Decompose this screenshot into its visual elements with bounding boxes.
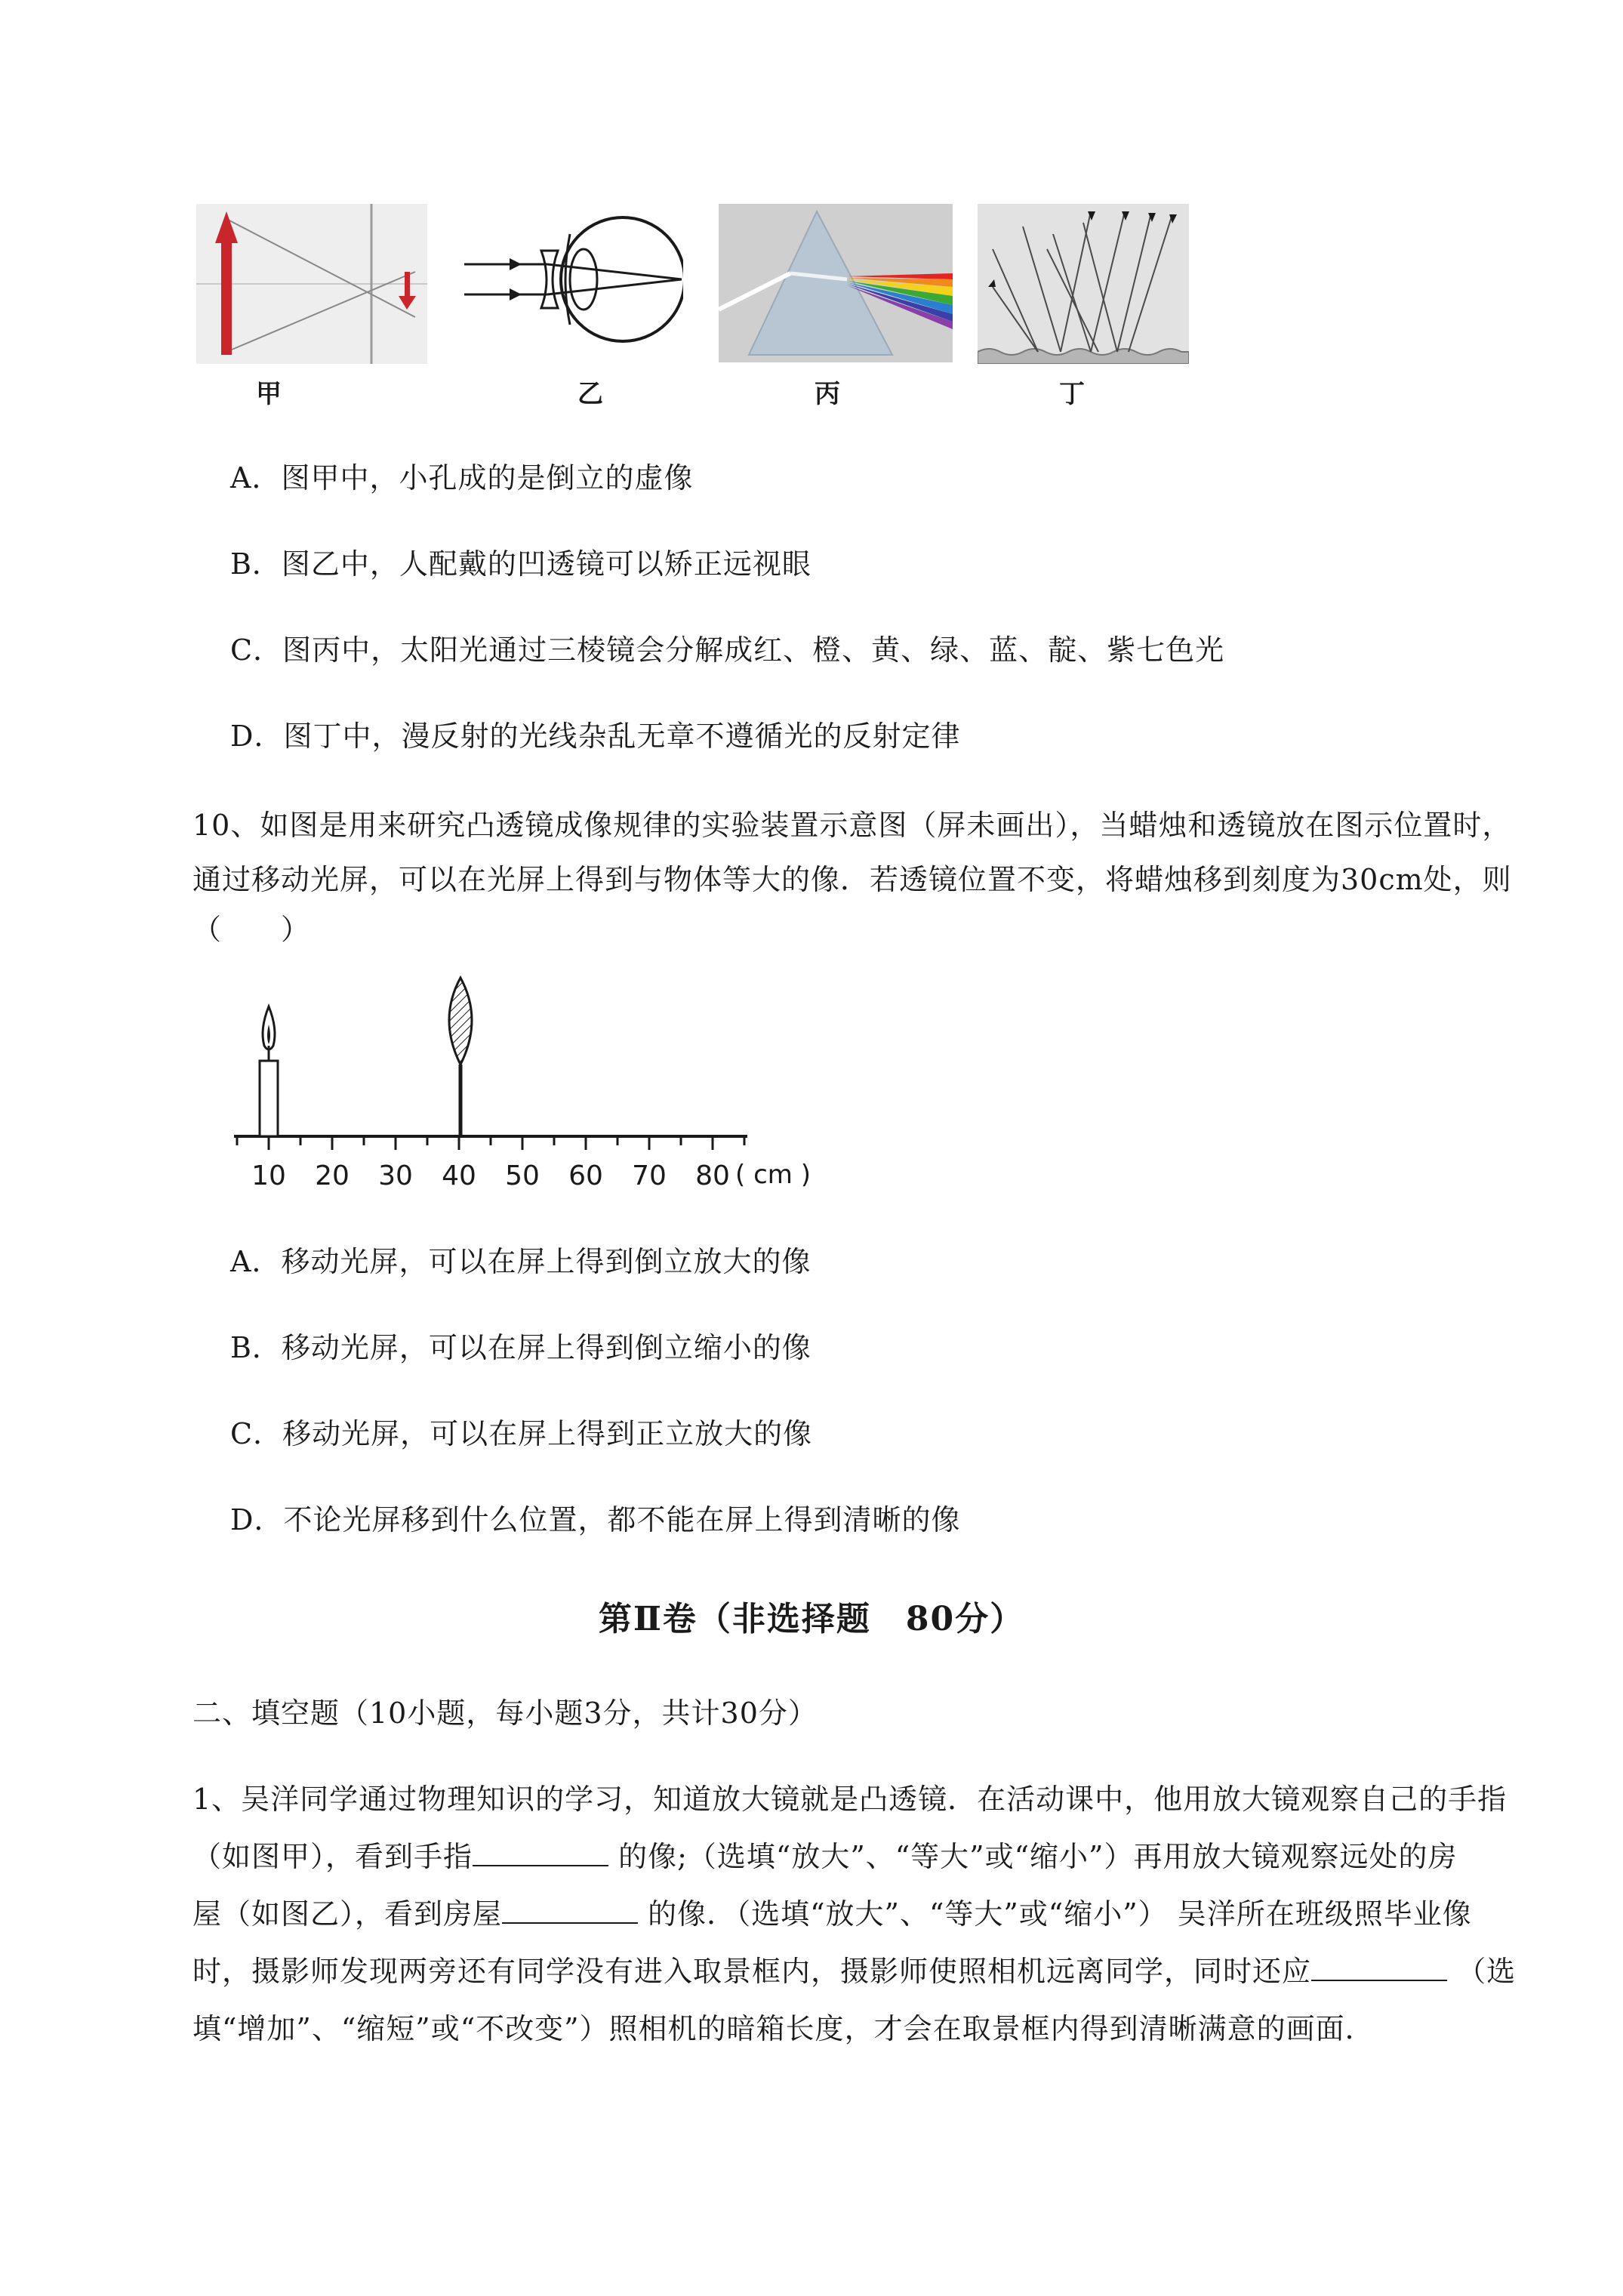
ruler-tick-label: 60 bbox=[568, 1160, 603, 1191]
fill-q1-line-2-start: （如图甲），看到手指 bbox=[192, 1840, 473, 1873]
q10-stem-line-3: （ ） bbox=[192, 913, 311, 946]
figure-jia-pinhole bbox=[196, 204, 427, 364]
answer-blank-1[interactable] bbox=[473, 1838, 608, 1866]
q9-option-b: B．图乙中，人配戴的凹透镜可以矫正远视眼 bbox=[230, 547, 812, 581]
figure-yi-eye-lens bbox=[457, 204, 683, 355]
q9-option-a: A．图甲中，小孔成的是倒立的虚像 bbox=[230, 461, 694, 495]
q9-option-d: D．图丁中，漫反射的光线杂乱无章不遵循光的反射定律 bbox=[230, 720, 961, 753]
fill-q1-line-4-start: 时，摄影师发现两旁还有同学没有进入取景框内，摄影师使照相机远离同学，同时还应 bbox=[192, 1955, 1312, 1988]
ruler-tick-label: 80 bbox=[695, 1160, 730, 1191]
ruler-tick-label: 40 bbox=[442, 1160, 476, 1191]
ruler-tick-label: 20 bbox=[315, 1160, 350, 1191]
fill-q1-line-4 bbox=[192, 1948, 1516, 1989]
optical-bench-figure bbox=[226, 970, 823, 1197]
figure-label-ding: 丁 bbox=[1059, 379, 1085, 409]
ruler-tick-label: 10 bbox=[251, 1160, 286, 1191]
ruler-tick-label: 70 bbox=[632, 1160, 667, 1191]
answer-blank-2[interactable] bbox=[502, 1895, 638, 1924]
section2-heading: 二、填空题（10小题，每小题3分，共计30分） bbox=[192, 1697, 818, 1730]
q10-option-c: C．移动光屏，可以在屏上得到正立放大的像 bbox=[230, 1417, 813, 1450]
fill-q1-line-3-end: 的像．（选填“放大”、“等大”或“缩小”） 吴洋所在班级照毕业像 bbox=[638, 1897, 1472, 1931]
answer-blank-3[interactable] bbox=[1311, 1952, 1447, 1981]
figure-ding-diffuse-reflection bbox=[978, 204, 1189, 364]
q10-option-d: D．不论光屏移到什么位置，都不能在屏上得到清晰的像 bbox=[230, 1503, 961, 1536]
figure-bing-prism bbox=[719, 204, 953, 362]
convex-lens bbox=[449, 978, 472, 1136]
q10-stem-line-2: 通过移动光屏，可以在光屏上得到与物体等大的像．若透镜位置不变，将蜡烛移到刻度为30cm处，则 bbox=[192, 863, 1512, 896]
figure-label-jia: 甲 bbox=[256, 379, 282, 409]
q9-option-c: C．图丙中，太阳光通过三棱镜会分解成红、橙、黄、绿、蓝、靛、紫七色光 bbox=[230, 633, 1225, 667]
ruler-tick-label: 30 bbox=[378, 1160, 413, 1191]
q10-option-b: B．移动光屏，可以在屏上得到倒立缩小的像 bbox=[230, 1331, 812, 1364]
q10-stem-line-1: 10、如图是用来研究凸透镜成像规律的实验装置示意图（屏未画出），当蜡烛和透镜放在图示位置时， bbox=[192, 809, 1512, 842]
fill-q1-line-5: 填“增加”、“缩短”或“不改变”）照相机的暗箱长度，才会在取景框内得到清晰满意的画面． bbox=[192, 2012, 1375, 2045]
ruler-unit-label: ( cm ) bbox=[735, 1160, 811, 1190]
figure-label-bing: 丙 bbox=[815, 379, 840, 409]
fill-q1-line-3 bbox=[192, 1891, 1472, 1932]
q10-option-a: A．移动光屏，可以在屏上得到倒立放大的像 bbox=[230, 1245, 812, 1278]
fill-q1-line-2 bbox=[192, 1833, 1457, 1875]
ruler-ticks bbox=[237, 1136, 811, 1191]
candle bbox=[260, 1006, 278, 1136]
ruler-tick-label: 50 bbox=[505, 1160, 540, 1191]
section-ii-title: 第Ⅱ卷（非选择题 80分） bbox=[598, 1600, 1025, 1638]
fill-q1-line-1: 1、吴洋同学通过物理知识的学习，知道放大镜就是凸透镜．在活动课中，他用放大镜观察自己的手指 bbox=[192, 1783, 1508, 1816]
fill-q1-line-4-end: （选 bbox=[1447, 1955, 1517, 1988]
fill-q1-line-2-end: 的像;（选填“放大”、“等大”或“缩小”）再用放大镜观察远处的房 bbox=[608, 1840, 1458, 1873]
figure-label-yi: 乙 bbox=[577, 379, 603, 409]
fill-q1-line-3-start: 屋（如图乙），看到房屋 bbox=[192, 1897, 503, 1931]
